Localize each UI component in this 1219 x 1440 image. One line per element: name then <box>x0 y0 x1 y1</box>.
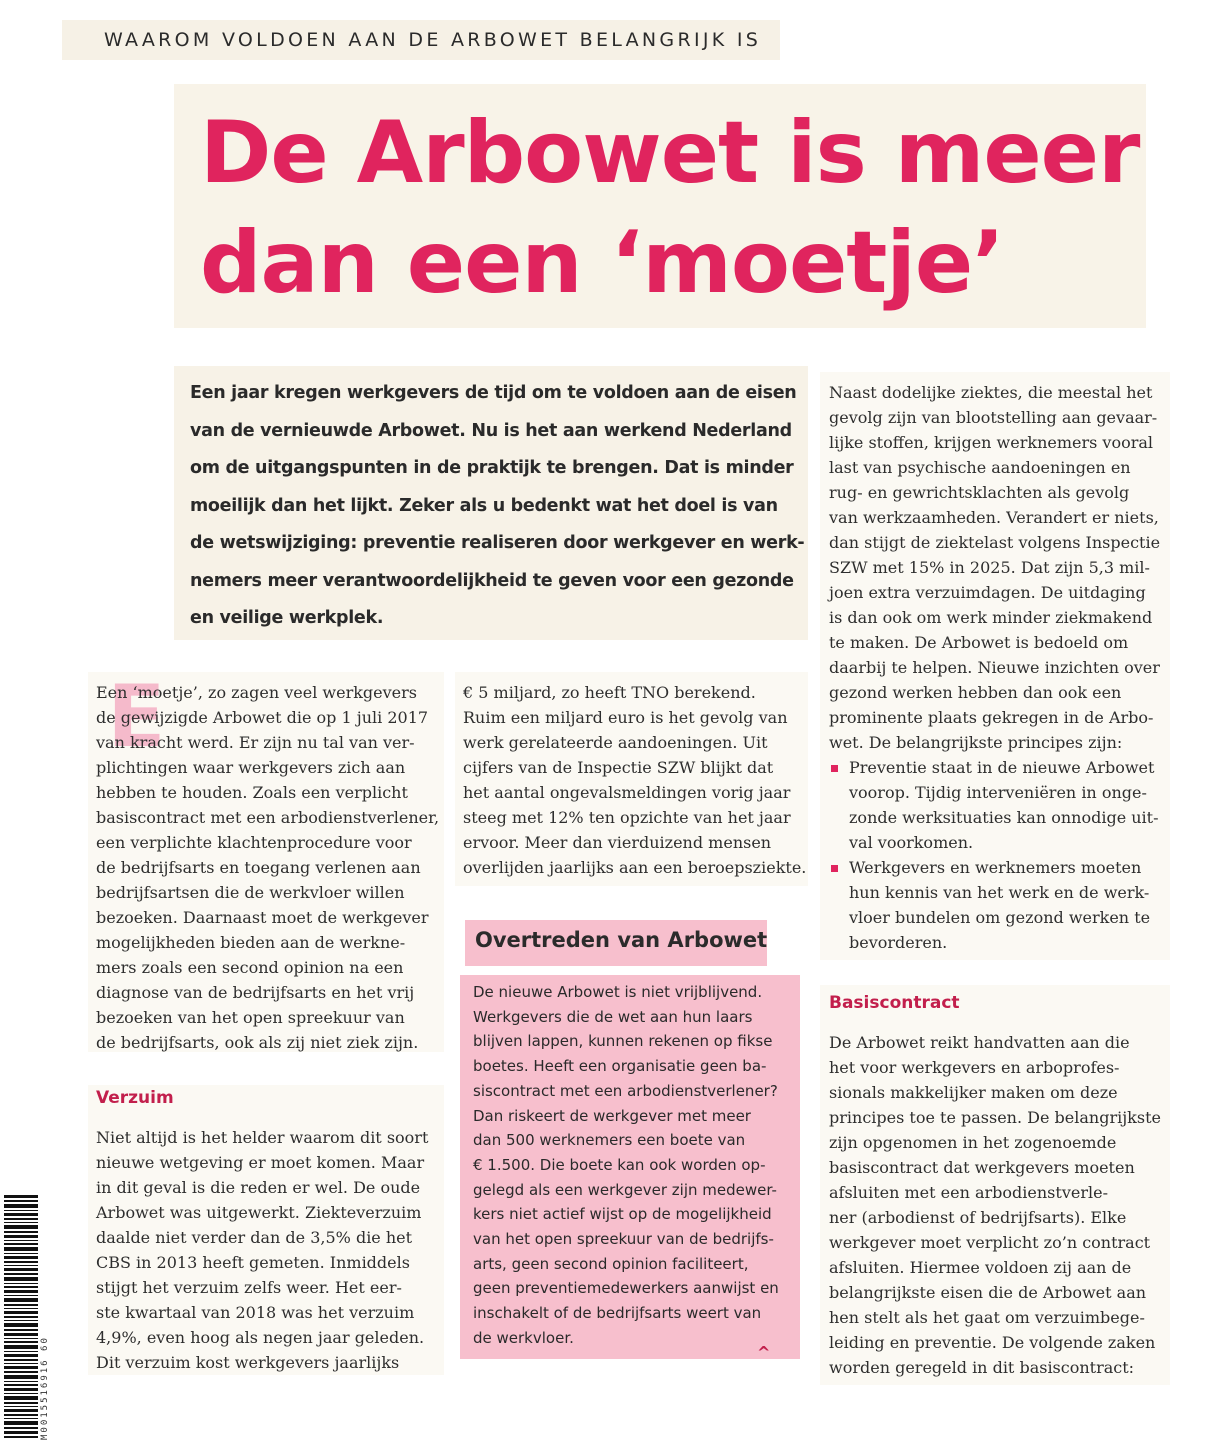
column-2-text <box>463 680 808 880</box>
bullet-line: Werkgevers en werknemers moeten <box>849 858 1142 877</box>
body-line: bezoeken. Daarnaast moet de werkgever <box>96 908 429 927</box>
sidebar-line: arts, geen second opinion faciliteert, <box>473 1254 749 1273</box>
sidebar-line: De nieuwe Arbowet is niet vrijblijvend. <box>473 983 763 1001</box>
body-line: gezond werken hebben dan ook een <box>829 683 1122 702</box>
column-1-text <box>96 680 441 1055</box>
body-line: het voor werkgevers en arboprofes- <box>829 1058 1120 1077</box>
body-line: 4,9%, even hoog als negen jaar geleden. <box>96 1328 425 1347</box>
body-line: de gewijzigde Arbowet die op 1 juli 2017 <box>96 708 429 727</box>
bullet-line: vloer bundelen om gezond werken te <box>849 908 1151 927</box>
chevron-up-icon: ^ <box>757 1343 771 1362</box>
body-line: € 5 miljard, zo heeft TNO berekend. <box>463 683 756 702</box>
body-line: wet. De belangrijkste principes zijn: <box>829 733 1123 752</box>
body-line: de bedrijfsarts en toegang verlenen aan <box>96 858 421 877</box>
body-line: leiding en preventie. De volgende zaken <box>829 1333 1156 1352</box>
body-line: van werkzaamheden. Verandert er niets, <box>829 508 1159 527</box>
sidebar-line: siscontract met een arbodienstverlener? <box>473 1081 778 1100</box>
body-line: hebben te houden. Zoals een verplicht <box>96 783 408 802</box>
body-line: daalde niet verder dan de 3,5% die het <box>96 1228 413 1247</box>
barcode-number: M0015516916 60 <box>40 1336 50 1440</box>
body-line: Een ‘moetje’, zo zagen veel werkgevers <box>96 683 417 702</box>
bullet-line: zonde werksituaties kan onnodige uit- <box>849 808 1159 827</box>
sidebar-line: geen preventiemedewerkers aanwijst en <box>473 1279 779 1298</box>
sidebar-line: Werkgevers die de wet aan hun laars <box>473 1007 753 1026</box>
sidebar-line: inschakelt of de bedrijfsarts weert van <box>473 1304 762 1323</box>
bullet-line: val voorkomen. <box>849 833 974 852</box>
bullet-line: Preventie staat in de nieuwe Arbowet <box>849 758 1155 777</box>
intro-line: de wetswijziging: preventie realiseren door werkgever en werk- <box>190 533 805 553</box>
body-line: een verplichte klachtenprocedure voor <box>96 833 412 852</box>
body-line: gevolg zijn van blootstelling aan gevaar- <box>829 408 1158 427</box>
body-line: lijke stoffen, krijgen werknemers vooral <box>829 433 1154 452</box>
body-line: nieuwe wetgeving er moet komen. Maar <box>96 1153 425 1172</box>
sidebar-title: Overtreden van Arbowet <box>475 928 768 952</box>
bullet-item <box>829 755 1169 855</box>
body-line: bezoeken van het open spreekuur van <box>96 1008 405 1027</box>
body-line: werkgever moet verplicht zo’n contract <box>829 1233 1151 1252</box>
body-line: het aantal ongevalsmeldingen vorig jaar <box>463 783 791 802</box>
body-line: afsluiten met een arbodienstverle- <box>829 1183 1108 1202</box>
body-line: basiscontract dat werkgevers moeten <box>829 1158 1135 1177</box>
intro-lead <box>190 375 810 638</box>
body-line: steeg met 12% ten opzichte van het jaar <box>463 808 791 827</box>
column-3-text <box>829 380 1169 955</box>
body-line: De Arbowet reikt handvatten aan die <box>829 1033 1130 1052</box>
body-line: stijgt het verzuim zelfs weer. Het eer- <box>96 1278 402 1297</box>
sidebar-line: dan 500 werknemers een boete van <box>473 1131 746 1150</box>
sidebar-line: blijven lappen, kunnen rekenen op fikse <box>473 1032 773 1051</box>
body-line: van kracht werd. Er zijn nu tal van ver- <box>96 733 415 752</box>
body-line: is dan ook om werk minder ziekmakend <box>829 608 1153 627</box>
bullet-line: voorop. Tijdig interveniëren in onge- <box>849 783 1147 802</box>
body-line: Naast dodelijke ziektes, die meestal het <box>829 383 1153 402</box>
sidebar-line: de werkvloer. <box>473 1328 574 1347</box>
body-line: sionals makkelijker maken om deze <box>829 1083 1118 1102</box>
body-line: dan stijgt de ziektelast volgens Inspectie <box>829 533 1161 552</box>
section-kicker: WAAROM VOLDOEN AAN DE ARBOWET BELANGRIJK IS <box>62 20 780 60</box>
body-line: prominente plaats gekregen in de Arbo- <box>829 708 1154 727</box>
intro-line: Een jaar kregen werkgevers de tijd om te voldoen aan de eisen <box>190 383 797 403</box>
body-line: in dit geval is die reden er wel. De oude <box>96 1178 421 1197</box>
body-line: worden geregeld in dit basiscontract: <box>829 1358 1135 1377</box>
bullet-line: bevorderen. <box>849 933 948 952</box>
body-line: plichtingen waar werkgevers zich aan <box>96 758 406 777</box>
intro-line: van de vernieuwde Arbowet. Nu is het aan werkend Nederland <box>190 420 792 441</box>
bullet-item <box>829 855 1169 955</box>
body-line: cijfers van de Inspectie SZW blijkt dat <box>463 758 774 777</box>
title-line-1: De Arbowet is meer <box>200 103 1140 203</box>
body-line: basiscontract met een arbodienstverlener, <box>96 808 440 827</box>
body-line: last van psychische aandoeningen en <box>829 458 1131 477</box>
sidebar-line: € 1.500. Die boete kan ook worden op- <box>473 1155 766 1174</box>
intro-line: en veilige werkplek. <box>190 608 384 628</box>
verzuim-heading: Verzuim <box>96 1088 174 1108</box>
bullet-square-icon <box>831 765 838 772</box>
bullet-square-icon <box>831 865 838 872</box>
body-line: mogelijkheden bieden aan de werkne- <box>96 933 406 952</box>
body-line: Dit verzuim kost werkgevers jaarlijks <box>96 1353 400 1372</box>
verzuim-text <box>96 1125 441 1375</box>
body-line: ervoor. Meer dan vierduizend mensen <box>463 833 772 852</box>
intro-line: om de uitgangspunten in de praktijk te brengen. Dat is minder <box>190 458 794 478</box>
body-line: Niet altijd is het helder waarom dit soort <box>96 1128 429 1147</box>
body-line: ste kwartaal van 2018 was het verzuim <box>96 1303 415 1322</box>
body-line: overlijden jaarlijks aan een beroepsziekte. <box>463 858 807 877</box>
body-line: SZW met 15% in 2025. Dat zijn 5,3 mil- <box>829 558 1150 577</box>
body-line: de bedrijfsarts, ook als zij niet ziek zijn. <box>96 1033 419 1052</box>
body-line: bedrijfsartsen die de werkvloer willen <box>96 883 405 902</box>
sidebar-line: boetes. Heeft een organisatie geen ba- <box>473 1057 767 1076</box>
body-line: joen extra verzuimdagen. De uitdaging <box>829 583 1146 602</box>
body-line: Ruim een miljard euro is het gevolg van <box>463 708 788 727</box>
basiscontract-heading: Basiscontract <box>829 993 960 1013</box>
sidebar-line: van het open spreekuur van de bedrijfs- <box>473 1230 774 1249</box>
body-line: zijn opgenomen in het zogenoemde <box>829 1133 1117 1152</box>
sidebar-line: Dan riskeert de werkgever met meer <box>473 1106 751 1125</box>
drop-cap: E <box>107 667 166 767</box>
body-line: belangrijkste eisen die de Arbowet aan <box>829 1283 1147 1302</box>
intro-line: nemers meer verantwoordelijkheid te geven voor een gezonde <box>190 570 794 591</box>
sidebar-text <box>473 980 793 1351</box>
sidebar-line: gelegd als een werkgever zijn medewer- <box>473 1180 777 1199</box>
body-line: principes toe te passen. De belangrijkste <box>829 1108 1161 1127</box>
body-line: daarbij te helpen. Nieuwe inzichten over <box>829 658 1160 677</box>
body-line: mers zoals een second opinion na een <box>96 958 404 977</box>
sidebar-line: kers niet actief wijst op de mogelijkheid <box>473 1205 772 1224</box>
body-line: CBS in 2013 heeft gemeten. Inmiddels <box>96 1253 410 1272</box>
body-line: ner (arbodienst of bedrijfsarts). Elke <box>829 1208 1127 1227</box>
body-line: te maken. De Arbowet is bedoeld om <box>829 633 1129 652</box>
title-line-2: dan een ‘moetje’ <box>200 213 1004 313</box>
intro-line: moeilijk dan het lijkt. Zeker als u bedenkt wat het doel is van <box>190 495 778 516</box>
basiscontract-text <box>829 1030 1169 1380</box>
body-line: diagnose van de bedrijfsarts en het vrij <box>96 983 415 1002</box>
bullet-line: hun kennis van het werk en de werk- <box>849 883 1150 902</box>
body-line: Arbowet was uitgewerkt. Ziekteverzuim <box>96 1203 422 1222</box>
barcode-image <box>4 1195 38 1440</box>
body-line: werk gerelateerde aandoeningen. Uit <box>463 733 768 752</box>
article-title <box>200 98 1160 318</box>
body-line: afsluiten. Hiermee voldoen zij aan de <box>829 1258 1132 1277</box>
body-line: rug- en gewrichtsklachten als gevolg <box>829 483 1130 502</box>
body-line: hen stelt als het gaat om verzuimbege- <box>829 1308 1145 1327</box>
